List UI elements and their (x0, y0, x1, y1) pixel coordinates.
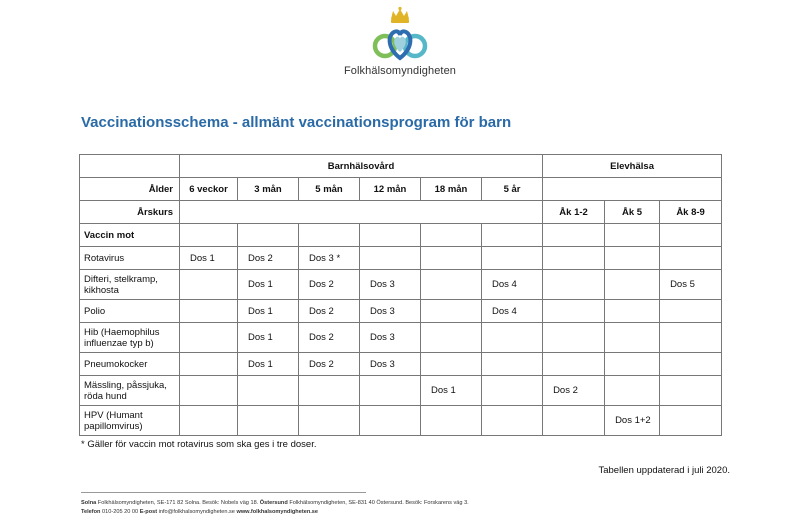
table-cell (543, 224, 605, 247)
dose-cell (360, 406, 421, 436)
dose-cell (543, 247, 605, 270)
page-title: Vaccinationsschema - allmänt vaccinationsprogram för barn (81, 114, 512, 131)
dose-cell: Dos 1 (238, 300, 299, 323)
dose-cell (660, 300, 722, 323)
dose-cell (482, 323, 543, 353)
footer-divider (81, 492, 366, 493)
dose-cell (421, 353, 482, 376)
dose-cell: Dos 4 (482, 300, 543, 323)
age-header: 6 veckor (180, 178, 238, 201)
vaccine-name: Pneumokocker (80, 353, 180, 376)
table-row (80, 247, 722, 270)
dose-cell (180, 353, 238, 376)
grade-header: Åk 1-2 (543, 201, 605, 224)
dose-cell: Dos 3 (360, 353, 421, 376)
age-header: 18 mån (421, 178, 482, 201)
footer-text: Folkhälsomyndigheten, SE-171 82 Solna. Besök: Nobels väg 18. (96, 500, 260, 506)
table-cell (180, 224, 238, 247)
table-cell (482, 224, 543, 247)
dose-cell (180, 376, 238, 406)
table-row (80, 300, 722, 323)
age-header: 5 år (482, 178, 543, 201)
dose-cell: Dos 2 (543, 376, 605, 406)
table-cell (80, 155, 180, 178)
table-row (80, 224, 722, 247)
table-cell (421, 224, 482, 247)
updated-note: Tabellen uppdaterad i juli 2020. (598, 465, 730, 476)
vaccine-name: HPV (Humant papillomvirus) (80, 406, 180, 436)
vaccine-rows (80, 247, 722, 436)
dose-cell (543, 323, 605, 353)
table-cell (299, 224, 360, 247)
grade-header: Åk 5 (605, 201, 660, 224)
dose-cell (482, 353, 543, 376)
dose-cell (482, 247, 543, 270)
vaccine-name: Difteri, stelkramp, kikhosta (80, 270, 180, 300)
footer-website: www.folkhalsomyndigheten.se (236, 509, 319, 515)
age-header: 5 mån (299, 178, 360, 201)
dose-cell (482, 376, 543, 406)
table-cell (180, 201, 543, 224)
vaccine-name: Mässling, påssjuka, röda hund (80, 376, 180, 406)
dose-cell (660, 353, 722, 376)
dose-cell: Dos 1 (238, 323, 299, 353)
footer-address-line (81, 500, 469, 506)
footer-text: Folkhälsomyndigheten, SE-831 40 Östersund. Besök: Forskarens väg 3. (287, 500, 469, 506)
dose-cell (421, 323, 482, 353)
dose-cell (299, 406, 360, 436)
dose-cell: Dos 2 (299, 353, 360, 376)
dose-cell (421, 406, 482, 436)
dose-cell: Dos 3 (360, 270, 421, 300)
dose-cell (482, 406, 543, 436)
dose-cell: Dos 2 (299, 270, 360, 300)
dose-cell (605, 376, 660, 406)
table-cell (360, 224, 421, 247)
agency-name: Folkhälsomyndigheten (343, 65, 457, 77)
dose-cell: Dos 1 (238, 270, 299, 300)
table-row (80, 406, 722, 436)
dose-cell (180, 300, 238, 323)
footer-text: E-post (139, 509, 158, 515)
footer-text: 010-205 20 00 (100, 509, 140, 515)
dose-cell (421, 270, 482, 300)
dose-cell (299, 376, 360, 406)
group-header-elevhalsa: Elevhälsa (543, 155, 722, 178)
footnote: * Gäller för vaccin mot rotavirus som ska ges i tre doser. (81, 439, 317, 450)
dose-cell (543, 300, 605, 323)
dose-cell: Dos 1 (421, 376, 482, 406)
table-row (80, 178, 722, 201)
table-cell (605, 224, 660, 247)
dose-cell: Dos 1+2 (605, 406, 660, 436)
dose-cell (543, 270, 605, 300)
dose-cell: Dos 5 (660, 270, 722, 300)
dose-cell: Dos 4 (482, 270, 543, 300)
dose-cell (605, 270, 660, 300)
table-row (80, 270, 722, 300)
table-row (80, 323, 722, 353)
dose-cell (660, 376, 722, 406)
dose-cell (605, 247, 660, 270)
table-row (80, 353, 722, 376)
vaccine-name: Polio (80, 300, 180, 323)
dose-cell: Dos 3 (360, 323, 421, 353)
table-cell (660, 224, 722, 247)
vaccine-name: Hib (Haemophilus influenzae typ b) (80, 323, 180, 353)
dose-cell: Dos 3 * (299, 247, 360, 270)
table-cell (238, 224, 299, 247)
table-row (80, 155, 722, 178)
group-header-barnhalsovard: Barnhälsovård (180, 155, 543, 178)
vaccination-schedule-table (79, 154, 722, 436)
dose-cell (660, 323, 722, 353)
dose-cell (605, 300, 660, 323)
dose-cell (543, 353, 605, 376)
dose-cell (180, 270, 238, 300)
table-row (80, 376, 722, 406)
footer-contact-line (81, 509, 318, 515)
row-label-arskurs: Årskurs (80, 201, 180, 224)
dose-cell (605, 323, 660, 353)
footer-email: info@folkhalsomyndigheten.se (157, 509, 237, 515)
dose-cell (660, 247, 722, 270)
dose-cell: Dos 2 (299, 300, 360, 323)
footer-text: Solna (81, 500, 97, 506)
footer-text: Östersund (259, 500, 288, 506)
footer-text: Telefon (81, 509, 101, 515)
dose-cell (605, 353, 660, 376)
dose-cell (180, 323, 238, 353)
dose-cell: Dos 1 (238, 353, 299, 376)
table-row (80, 201, 722, 224)
dose-cell (421, 247, 482, 270)
agency-logo (0, 6, 800, 77)
row-label-vaccin-mot: Vaccin mot (80, 224, 180, 247)
vaccine-name: Rotavirus (80, 247, 180, 270)
dose-cell (421, 300, 482, 323)
dose-cell: Dos 3 (360, 300, 421, 323)
dose-cell: Dos 2 (299, 323, 360, 353)
dose-cell (238, 406, 299, 436)
dose-cell (180, 406, 238, 436)
dose-cell (360, 376, 421, 406)
crown-hearts-emblem-icon (360, 6, 440, 64)
dose-cell (660, 406, 722, 436)
dose-cell (543, 406, 605, 436)
row-label-alder: Ålder (80, 178, 180, 201)
table-cell (543, 178, 722, 201)
age-header: 3 mån (238, 178, 299, 201)
dose-cell: Dos 1 (180, 247, 238, 270)
dose-cell (360, 247, 421, 270)
age-header: 12 mån (360, 178, 421, 201)
dose-cell: Dos 2 (238, 247, 299, 270)
dose-cell (238, 376, 299, 406)
grade-header: Åk 8-9 (660, 201, 722, 224)
